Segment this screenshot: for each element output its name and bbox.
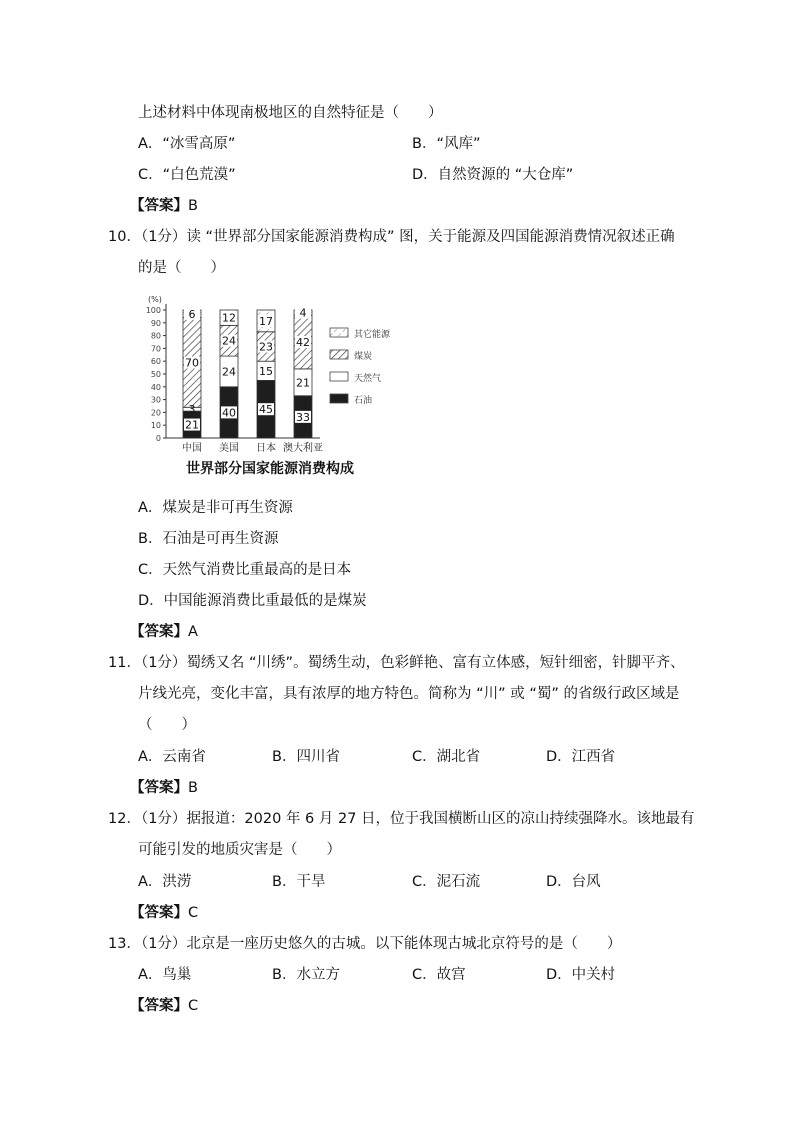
y-tick-label: 70 (150, 344, 161, 354)
data-label: 6 (188, 307, 196, 321)
q11-answer (130, 778, 198, 798)
q12-option-b: B．干旱 (272, 874, 326, 890)
q12-stem-line2: 可能引发的地质灾害是（ ） (138, 842, 341, 858)
q10-option-d: D．中国能源消费比重最低的是煤炭 (138, 593, 367, 609)
x-tick-label: 美国 (219, 443, 239, 454)
q10-stem-text: 读 “世界部分国家能源消费构成” 图，关于能源及四国能源消费情况叙述正确 (186, 229, 675, 245)
q11-option-d: D．江西省 (546, 749, 616, 765)
q10-stem-line1 (108, 227, 675, 247)
q11-stem-line1 (108, 653, 685, 673)
q11-option-c: C．湖北省 (412, 749, 481, 765)
q12-number: 12． (108, 811, 141, 827)
energy-consumption-chart (140, 288, 410, 483)
q12-stem-text: 据报道：2020 年 6 月 27 日，位于我国横断山区的凉山持续强降水。该地最有 (186, 811, 695, 827)
data-label: 4 (299, 306, 307, 320)
q12-option-c: C．泥石流 (412, 874, 481, 890)
q10-answer-value: A (188, 624, 198, 640)
y-tick-label: 80 (150, 331, 161, 341)
q9-answer-value: B (188, 198, 198, 214)
y-tick-label: 90 (150, 318, 161, 328)
q9-stem: 上述材料中体现南极地区的自然特征是（ ） (138, 105, 443, 121)
q9-option-a: A．“冰雪高原” (138, 136, 236, 152)
q13-option-c: C．故宫 (412, 967, 466, 983)
x-tick-label: 中国 (182, 443, 202, 454)
q11-option-a: A．云南省 (138, 749, 206, 765)
q13-answer (130, 996, 198, 1016)
y-tick-label: 30 (150, 395, 161, 405)
data-label: 24 (222, 334, 236, 348)
q9-option-c: C．“白色荒漠” (138, 167, 236, 183)
y-tick-label: 100 (145, 306, 161, 315)
q12-stem-line1 (108, 809, 695, 829)
q13-option-b: B．水立方 (272, 967, 340, 983)
q13-option-a: A．鸟巢 (138, 967, 192, 983)
q10-score: （1分） (140, 229, 187, 245)
q13-answer-value: C (188, 998, 199, 1014)
q13-number: 13． (108, 936, 141, 952)
legend-swatch (330, 372, 348, 381)
q10-number: 10． (108, 229, 141, 245)
q12-answer-label: 【答案】 (130, 905, 188, 921)
y-axis-unit: (%) (148, 295, 162, 304)
legend-label: 天然气 (354, 374, 382, 384)
q13-answer-label: 【答案】 (130, 998, 188, 1014)
q13-stem-text: 北京是一座历史悠久的古城。以下能体现古城北京符号的是（ ） (186, 936, 622, 952)
data-label: 3 (188, 403, 196, 417)
q9-answer-label: 【答案】 (130, 198, 188, 214)
legend-label: 煤炭 (354, 352, 373, 362)
q11-number: 11． (108, 655, 141, 671)
q13-option-d: D．中关村 (546, 967, 616, 983)
data-label: 23 (259, 340, 273, 354)
x-tick-label: 日本 (256, 443, 276, 454)
x-tick-label: 澳大利亚 (283, 443, 323, 454)
q11-answer-label: 【答案】 (130, 780, 188, 796)
q9-option-d: D．自然资源的 “大仓库” (412, 167, 574, 183)
q13-score: （1分） (140, 936, 187, 952)
q12-option-d: D．台风 (546, 874, 601, 890)
y-tick-label: 50 (150, 370, 161, 379)
data-label: 40 (222, 406, 236, 420)
q9-answer (130, 196, 198, 216)
q10-option-a: A．煤炭是非可再生资源 (138, 500, 293, 516)
q10-option-c: C．天然气消费比重最高的是日本 (138, 562, 352, 578)
y-tick-label: 0 (155, 434, 161, 443)
y-tick-label: 10 (150, 421, 161, 431)
legend-swatch (330, 394, 348, 403)
q11-answer-value: B (188, 780, 198, 796)
q10-answer (130, 622, 198, 642)
q11-stem-line3: （ ） (138, 717, 196, 733)
chart-title: 世界部分国家能源消费构成 (186, 461, 354, 477)
legend-label: 其它能源 (354, 330, 391, 340)
q11-score: （1分） (140, 655, 187, 671)
data-label: 12 (222, 311, 236, 325)
data-label: 70 (185, 356, 199, 370)
q12-option-a: A．洪涝 (138, 874, 192, 890)
q9-option-b: B．“风库” (412, 136, 481, 152)
y-tick-label: 20 (150, 408, 161, 418)
q11-stem-line2: 片线光亮，变化丰富，具有浓厚的地方特色。简称为 “川” 或 “蜀” 的省级行政区域是 (138, 686, 680, 702)
q12-answer (130, 903, 198, 923)
q10-stem-line2: 的是（ ） (138, 260, 225, 276)
data-label: 45 (259, 403, 273, 417)
legend-swatch (330, 328, 348, 337)
q11-stem-text: 蜀绣又名 “川绣”。蜀绣生动，色彩鲜艳、富有立体感，短针细密，针脚平齐、 (186, 655, 685, 671)
q12-score: （1分） (140, 811, 187, 827)
legend-label: 石油 (354, 396, 373, 406)
q10-option-b: B．石油是可再生资源 (138, 531, 279, 547)
y-tick-label: 40 (150, 382, 161, 392)
data-label: 33 (296, 410, 310, 424)
data-label: 15 (259, 364, 273, 378)
legend-swatch (330, 350, 348, 359)
data-label: 42 (296, 336, 310, 349)
data-label: 17 (259, 314, 273, 328)
y-tick-label: 60 (150, 357, 161, 367)
data-label: 24 (222, 365, 236, 379)
data-label: 21 (296, 376, 310, 390)
data-label: 21 (185, 418, 199, 432)
q13-stem-line1 (108, 934, 621, 954)
q10-answer-label: 【答案】 (130, 624, 188, 640)
q12-answer-value: C (188, 905, 199, 921)
q11-option-b: B．四川省 (272, 749, 340, 765)
